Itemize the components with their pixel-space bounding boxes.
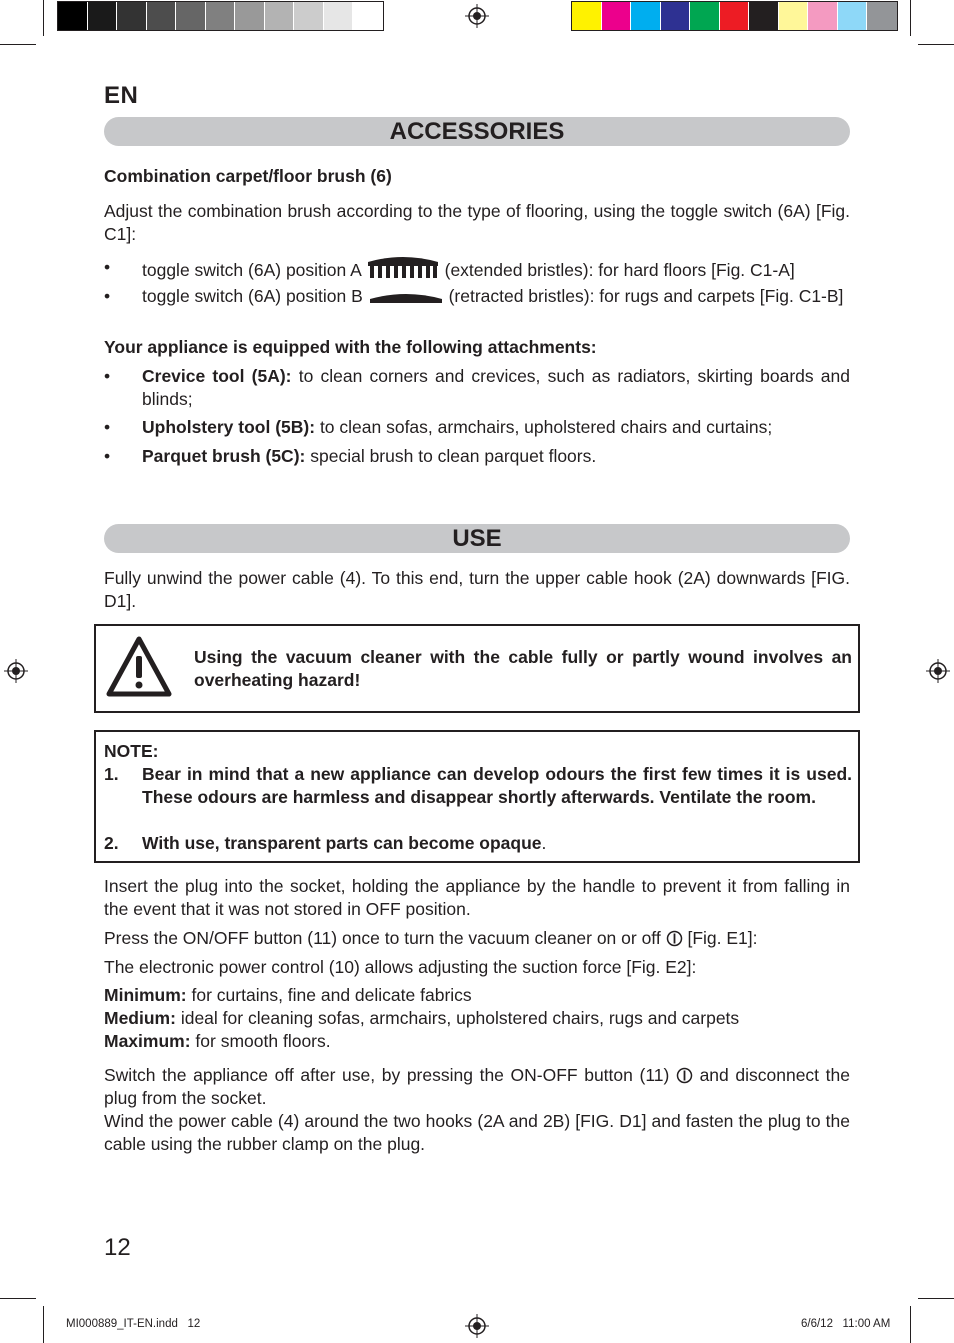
bullet-dot: • bbox=[104, 366, 111, 386]
crop-mark bbox=[0, 1298, 36, 1299]
gray-color-bar bbox=[57, 1, 384, 31]
color-swatch bbox=[58, 2, 88, 30]
note-text: Bear in mind that a new appliance can develop odours the first few times it is used. These odours are harmless and disappear shortly afterwards. Ventilate the room. bbox=[142, 764, 852, 807]
suction-level-medium bbox=[104, 1007, 850, 1030]
level-label: Minimum: bbox=[104, 985, 187, 1005]
subheading-attachments: Your appliance is equipped with the following attachments: bbox=[104, 337, 597, 357]
list-item-toggle-b bbox=[104, 285, 850, 308]
bullet-dot: • bbox=[104, 446, 111, 466]
note-text: With use, transparent parts can become opaque bbox=[142, 833, 542, 853]
registration-mark-icon bbox=[4, 659, 28, 683]
file-slug: MI000889_IT-EN.indd 12 bbox=[66, 1318, 201, 1330]
paragraph-wind-cable: Wind the power cable (4) around the two hooks (2A and 2B) [FIG. D1] and fasten the plug to the cable using the rubber clamp on the plug. bbox=[104, 1111, 850, 1154]
suction-level-minimum bbox=[104, 984, 850, 1007]
level-desc: for curtains, fine and delicate fabrics bbox=[191, 985, 472, 1005]
color-swatch bbox=[808, 2, 838, 30]
paragraph-switch-off bbox=[104, 1064, 850, 1110]
power-icon bbox=[676, 1067, 693, 1084]
crop-mark bbox=[43, 1306, 44, 1343]
registration-mark-icon bbox=[926, 659, 950, 683]
paragraph-electronic-control: The electronic power control (10) allows adjusting the suction force [Fig. E2]: bbox=[104, 957, 697, 977]
crop-mark bbox=[918, 44, 954, 45]
page-number: 12 bbox=[104, 1234, 131, 1261]
note-number: 1. bbox=[104, 764, 119, 784]
color-swatch bbox=[602, 2, 632, 30]
note-item bbox=[104, 763, 852, 809]
color-swatch bbox=[779, 2, 809, 30]
warning-text: Using the vacuum cleaner with the cable fully or partly wound involves an overheating hazard! bbox=[194, 647, 852, 690]
toggle-b-desc: (retracted bristles): for rugs and carpets [Fig. C1-B] bbox=[448, 286, 844, 306]
color-swatch bbox=[206, 2, 236, 30]
toggle-a-desc: (extended bristles): for hard floors [Fig. C1-A] bbox=[444, 260, 795, 280]
paragraph-insert-plug: Insert the plug into the socket, holding the appliance by the handle to prevent it from falling in the event that it was not stored in OFF position. bbox=[104, 876, 850, 919]
language-label: EN bbox=[104, 82, 139, 109]
bullet-dot: • bbox=[104, 257, 111, 277]
color-swatch bbox=[720, 2, 750, 30]
section-title-use: USE bbox=[104, 524, 850, 553]
registration-mark-icon bbox=[465, 1314, 489, 1338]
color-swatch bbox=[838, 2, 868, 30]
crop-mark bbox=[43, 0, 44, 36]
attachment-desc: to clean corners and crevices, such as radiators, skirting boards and blinds; bbox=[142, 366, 850, 409]
attachment-name: Upholstery tool (5B): bbox=[142, 417, 316, 437]
color-swatch bbox=[117, 2, 147, 30]
press-onoff-ref: [Fig. E1]: bbox=[687, 928, 758, 948]
color-swatch bbox=[572, 2, 602, 30]
list-item-crevice-tool bbox=[104, 365, 850, 411]
attachment-desc: special brush to clean parquet floors. bbox=[310, 446, 597, 466]
color-swatch bbox=[294, 2, 324, 30]
switch-off-text: Switch the appliance off after use, by pressing the ON-OFF button (11) bbox=[104, 1065, 670, 1085]
paragraph-press-onoff bbox=[104, 927, 850, 950]
color-swatch bbox=[324, 2, 354, 30]
subheading-combination-brush: Combination carpet/floor brush (6) bbox=[104, 166, 392, 186]
crop-mark bbox=[910, 0, 911, 36]
level-label: Medium: bbox=[104, 1008, 176, 1028]
note-title: NOTE: bbox=[104, 741, 159, 761]
attachment-name: Parquet brush (5C): bbox=[142, 446, 306, 466]
crop-mark bbox=[918, 1298, 954, 1299]
paragraph-unwind-cable: Fully unwind the power cable (4). To this end, turn the upper cable hook (2A) downwards [FIG. D1]. bbox=[104, 568, 850, 611]
list-item-parquet-brush bbox=[104, 445, 850, 468]
level-desc: ideal for cleaning sofas, armchairs, upholstered chairs, rugs and carpets bbox=[180, 1008, 740, 1028]
level-desc: for smooth floors. bbox=[195, 1031, 331, 1051]
date-slug: 6/6/12 11:00 AM bbox=[801, 1318, 891, 1330]
note-item bbox=[104, 832, 852, 855]
bullet-dot: • bbox=[104, 417, 111, 437]
registration-mark-icon bbox=[465, 4, 489, 28]
power-icon bbox=[666, 930, 683, 947]
attachment-name: Crevice tool (5A): bbox=[142, 366, 292, 386]
color-swatch bbox=[88, 2, 118, 30]
color-swatch bbox=[353, 2, 383, 30]
color-swatch bbox=[176, 2, 206, 30]
toggle-a-text: toggle switch (6A) position A bbox=[142, 260, 361, 280]
bullet-dot: • bbox=[104, 286, 111, 306]
level-label: Maximum: bbox=[104, 1031, 191, 1051]
color-swatch bbox=[265, 2, 295, 30]
note-text-tail: . bbox=[541, 833, 547, 853]
attachment-desc: to clean sofas, armchairs, upholstered chairs and curtains; bbox=[319, 417, 773, 437]
crop-mark bbox=[910, 1306, 911, 1343]
warning-box bbox=[94, 624, 860, 713]
color-swatch bbox=[867, 2, 897, 30]
color-swatch bbox=[690, 2, 720, 30]
bristles-retracted-icon bbox=[368, 291, 444, 305]
toggle-b-text: toggle switch (6A) position B bbox=[142, 286, 363, 306]
color-swatch bbox=[661, 2, 691, 30]
press-onoff-text: Press the ON/OFF button (11) once to turn the vacuum cleaner on or off bbox=[104, 928, 661, 948]
paragraph-brush-intro: Adjust the combination brush according to the type of flooring, using the toggle switch (6A) [Fig. C1]: bbox=[104, 201, 850, 244]
warning-triangle-icon bbox=[106, 636, 172, 698]
color-swatch bbox=[235, 2, 265, 30]
color-swatch bbox=[147, 2, 177, 30]
color-swatch bbox=[749, 2, 779, 30]
color-swatch bbox=[631, 2, 661, 30]
list-item-toggle-a bbox=[104, 256, 850, 282]
crop-mark bbox=[0, 44, 36, 45]
list-item-upholstery-tool bbox=[104, 416, 850, 439]
suction-level-maximum bbox=[104, 1030, 850, 1053]
note-number: 2. bbox=[104, 833, 119, 853]
bristles-extended-icon bbox=[366, 256, 440, 280]
switch-off-desc: and disconnect the plug from the socket. bbox=[104, 1065, 850, 1108]
section-title-accessories: ACCESSORIES bbox=[104, 117, 850, 146]
process-color-bar bbox=[571, 1, 898, 31]
note-box bbox=[94, 730, 860, 863]
